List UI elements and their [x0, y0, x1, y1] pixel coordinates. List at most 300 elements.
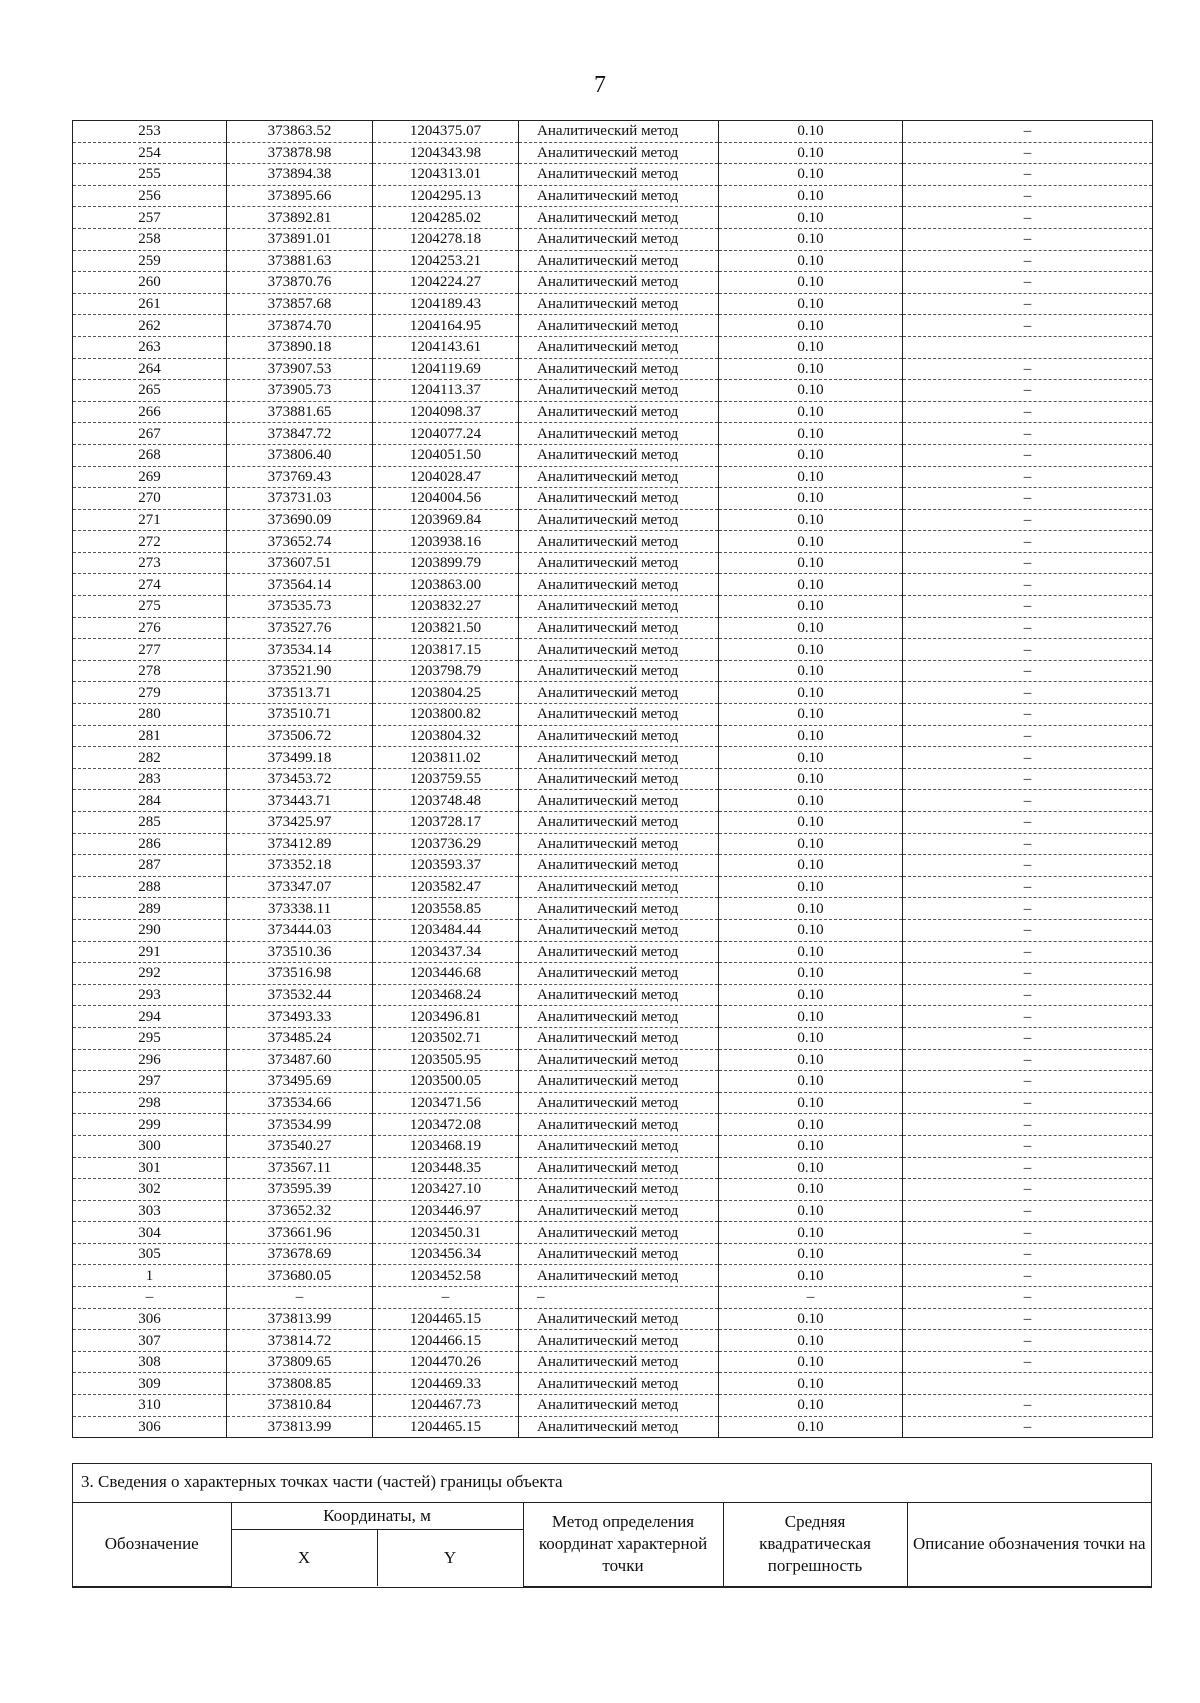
description-cell: – [903, 228, 1153, 250]
table-row [73, 855, 1153, 877]
coord-y-cell: 1203558.85 [373, 898, 519, 920]
description-cell: – [903, 919, 1153, 941]
method-cell: Аналитический метод [519, 725, 719, 747]
table-row [73, 1330, 1153, 1352]
coord-x-cell: 373863.52 [227, 121, 373, 143]
table-row [73, 1114, 1153, 1136]
table-row [73, 1049, 1153, 1071]
description-cell: – [903, 725, 1153, 747]
method-cell: Аналитический метод [519, 466, 719, 488]
coord-y-cell: 1204119.69 [373, 358, 519, 380]
section-title: 3. Сведения о характерных точках части (частей) границы объекта [73, 1464, 1151, 1503]
point-number-cell: 276 [73, 617, 227, 639]
description-cell: – [903, 682, 1153, 704]
coord-x-cell: 373857.68 [227, 293, 373, 315]
method-cell: Аналитический метод [519, 1157, 719, 1179]
error-cell: 0.10 [719, 639, 903, 661]
point-number-cell: 302 [73, 1179, 227, 1201]
method-cell: Аналитический метод [519, 423, 719, 445]
coord-y-cell: 1203736.29 [373, 833, 519, 855]
table-row [73, 531, 1153, 553]
coord-y-cell: 1203496.81 [373, 1006, 519, 1028]
description-cell: – [903, 747, 1153, 769]
method-cell: – [519, 1287, 719, 1309]
coord-x-cell: 373874.70 [227, 315, 373, 337]
table-row [73, 1200, 1153, 1222]
point-number-cell: 289 [73, 898, 227, 920]
point-number-cell: 261 [73, 293, 227, 315]
point-number-cell: 286 [73, 833, 227, 855]
coord-x-cell: 373534.66 [227, 1092, 373, 1114]
description-cell: – [903, 293, 1153, 315]
coord-y-cell: 1203798.79 [373, 660, 519, 682]
table-row [73, 682, 1153, 704]
point-number-cell: 255 [73, 164, 227, 186]
point-number-cell: 309 [73, 1373, 227, 1395]
point-number-cell: 273 [73, 552, 227, 574]
description-cell: – [903, 444, 1153, 466]
table-row [73, 617, 1153, 639]
method-cell: Аналитический метод [519, 1330, 719, 1352]
description-cell: – [903, 466, 1153, 488]
coord-y-cell: 1204465.15 [373, 1416, 519, 1438]
point-number-cell: 290 [73, 919, 227, 941]
points-table [72, 120, 1153, 1438]
error-cell: – [719, 1287, 903, 1309]
method-cell: Аналитический метод [519, 919, 719, 941]
method-cell: Аналитический метод [519, 250, 719, 272]
coord-x-cell: 373806.40 [227, 444, 373, 466]
error-cell: 0.10 [719, 552, 903, 574]
error-cell: 0.10 [719, 596, 903, 618]
error-cell: 0.10 [719, 833, 903, 855]
point-number-cell: 291 [73, 941, 227, 963]
point-number-cell: 303 [73, 1200, 227, 1222]
description-cell: – [903, 833, 1153, 855]
method-cell: Аналитический метод [519, 1373, 719, 1395]
error-cell: 0.10 [719, 488, 903, 510]
table-row [73, 1092, 1153, 1114]
table-row [73, 228, 1153, 250]
point-number-cell: 269 [73, 466, 227, 488]
description-cell: – [903, 790, 1153, 812]
coord-y-cell: 1203582.47 [373, 876, 519, 898]
method-cell: Аналитический метод [519, 1049, 719, 1071]
coord-y-cell: 1204051.50 [373, 444, 519, 466]
coord-x-cell: 373534.99 [227, 1114, 373, 1136]
description-cell: – [903, 509, 1153, 531]
coord-y-cell: 1203804.25 [373, 682, 519, 704]
coord-y-cell: 1204224.27 [373, 272, 519, 294]
method-cell: Аналитический метод [519, 1027, 719, 1049]
points-table-body [73, 121, 1153, 1438]
description-cell: – [903, 855, 1153, 877]
coord-y-cell: 1203446.97 [373, 1200, 519, 1222]
coord-x-cell: 373878.98 [227, 142, 373, 164]
coord-x-cell: 373652.74 [227, 531, 373, 553]
point-number-cell: 295 [73, 1027, 227, 1049]
description-cell: – [903, 250, 1153, 272]
coord-x-cell: 373564.14 [227, 574, 373, 596]
coord-x-cell: 373731.03 [227, 488, 373, 510]
table-row [73, 1265, 1153, 1287]
error-cell: 0.10 [719, 1006, 903, 1028]
error-cell: 0.10 [719, 1373, 903, 1395]
table-row [73, 812, 1153, 834]
point-number-cell: 308 [73, 1351, 227, 1373]
coord-y-cell: 1204004.56 [373, 488, 519, 510]
error-cell: 0.10 [719, 855, 903, 877]
point-number-cell: 281 [73, 725, 227, 747]
coord-x-cell: 373425.97 [227, 812, 373, 834]
table-row [73, 963, 1153, 985]
table-row [73, 1243, 1153, 1265]
point-number-cell: 274 [73, 574, 227, 596]
table-row [73, 293, 1153, 315]
point-number-cell: 299 [73, 1114, 227, 1136]
table-row [73, 574, 1153, 596]
error-cell: 0.10 [719, 1351, 903, 1373]
method-cell: Аналитический метод [519, 121, 719, 143]
description-cell: – [903, 272, 1153, 294]
coord-y-cell: 1203759.55 [373, 768, 519, 790]
table-row [73, 1157, 1153, 1179]
point-number-cell: 292 [73, 963, 227, 985]
description-cell: – [903, 660, 1153, 682]
coord-x-cell: 373607.51 [227, 552, 373, 574]
header-coordinates: Координаты, м [231, 1503, 523, 1530]
error-cell: 0.10 [719, 919, 903, 941]
description-cell: – [903, 768, 1153, 790]
point-number-cell: 259 [73, 250, 227, 272]
coord-y-cell: 1204164.95 [373, 315, 519, 337]
method-cell: Аналитический метод [519, 315, 719, 337]
method-cell: Аналитический метод [519, 876, 719, 898]
coord-y-cell: 1204469.33 [373, 1373, 519, 1395]
coord-y-cell: 1203804.32 [373, 725, 519, 747]
header-x: X [231, 1530, 377, 1587]
table-row [73, 250, 1153, 272]
coord-y-cell: 1204278.18 [373, 228, 519, 250]
description-cell: – [903, 1308, 1153, 1330]
table-row [73, 509, 1153, 531]
method-cell: Аналитический метод [519, 1308, 719, 1330]
coord-y-cell: 1204343.98 [373, 142, 519, 164]
error-cell: 0.10 [719, 401, 903, 423]
error-cell: 0.10 [719, 812, 903, 834]
table-row [73, 1135, 1153, 1157]
description-cell: – [903, 941, 1153, 963]
coord-y-cell: 1204189.43 [373, 293, 519, 315]
section-3-header-table [73, 1503, 1151, 1587]
coord-y-cell: 1203728.17 [373, 812, 519, 834]
error-cell: 0.10 [719, 941, 903, 963]
description-cell: – [903, 1222, 1153, 1244]
coord-y-cell: 1203437.34 [373, 941, 519, 963]
error-cell: 0.10 [719, 121, 903, 143]
coord-y-cell: 1204253.21 [373, 250, 519, 272]
table-row [73, 833, 1153, 855]
method-cell: Аналитический метод [519, 358, 719, 380]
point-number-cell: – [73, 1287, 227, 1309]
point-number-cell: 262 [73, 315, 227, 337]
table-row [73, 488, 1153, 510]
error-cell: 0.10 [719, 1135, 903, 1157]
coord-x-cell: 373532.44 [227, 984, 373, 1006]
method-cell: Аналитический метод [519, 164, 719, 186]
description-cell: – [903, 574, 1153, 596]
method-cell: Аналитический метод [519, 488, 719, 510]
coord-y-cell: 1204467.73 [373, 1395, 519, 1417]
coord-y-cell: 1203800.82 [373, 704, 519, 726]
error-cell: 0.10 [719, 1243, 903, 1265]
error-cell: 0.10 [719, 142, 903, 164]
coord-y-cell: 1203468.19 [373, 1135, 519, 1157]
method-cell: Аналитический метод [519, 207, 719, 229]
error-cell: 0.10 [719, 250, 903, 272]
method-cell: Аналитический метод [519, 639, 719, 661]
error-cell: 0.10 [719, 336, 903, 358]
header-error: Средняя квадратическая погрешность [723, 1503, 907, 1586]
coord-y-cell: 1204313.01 [373, 164, 519, 186]
error-cell: 0.10 [719, 509, 903, 531]
error-cell: 0.10 [719, 293, 903, 315]
coord-x-cell: 373808.85 [227, 1373, 373, 1395]
coord-y-cell: 1204098.37 [373, 401, 519, 423]
coord-y-cell: 1203468.24 [373, 984, 519, 1006]
description-cell: – [903, 401, 1153, 423]
method-cell: Аналитический метод [519, 963, 719, 985]
point-number-cell: 298 [73, 1092, 227, 1114]
method-cell: Аналитический метод [519, 444, 719, 466]
point-number-cell: 300 [73, 1135, 227, 1157]
table-row [73, 1006, 1153, 1028]
coord-x-cell: 373661.96 [227, 1222, 373, 1244]
method-cell: Аналитический метод [519, 682, 719, 704]
description-cell: – [903, 876, 1153, 898]
coord-x-cell: 373567.11 [227, 1157, 373, 1179]
coord-x-cell: 373495.69 [227, 1071, 373, 1093]
coord-x-cell: 373890.18 [227, 336, 373, 358]
coord-y-cell: 1203472.08 [373, 1114, 519, 1136]
table-row [73, 1179, 1153, 1201]
point-number-cell: 258 [73, 228, 227, 250]
point-number-cell: 265 [73, 380, 227, 402]
table-row [73, 552, 1153, 574]
coord-x-cell: 373813.99 [227, 1416, 373, 1438]
method-cell: Аналитический метод [519, 617, 719, 639]
method-cell: Аналитический метод [519, 812, 719, 834]
description-cell: – [903, 1265, 1153, 1287]
coord-x-cell: 373680.05 [227, 1265, 373, 1287]
point-number-cell: 288 [73, 876, 227, 898]
point-number-cell: 297 [73, 1071, 227, 1093]
point-number-cell: 254 [73, 142, 227, 164]
description-cell: – [903, 898, 1153, 920]
table-row [73, 984, 1153, 1006]
coord-y-cell: 1203863.00 [373, 574, 519, 596]
table-row [73, 185, 1153, 207]
coord-x-cell: 373810.84 [227, 1395, 373, 1417]
description-cell: – [903, 423, 1153, 445]
table-row [73, 725, 1153, 747]
method-cell: Аналитический метод [519, 1395, 719, 1417]
point-number-cell: 301 [73, 1157, 227, 1179]
method-cell: Аналитический метод [519, 228, 719, 250]
error-cell: 0.10 [719, 1308, 903, 1330]
point-number-cell: 266 [73, 401, 227, 423]
method-cell: Аналитический метод [519, 596, 719, 618]
method-cell: Аналитический метод [519, 747, 719, 769]
method-cell: Аналитический метод [519, 1351, 719, 1373]
coord-y-cell: 1204375.07 [373, 121, 519, 143]
point-number-cell: 279 [73, 682, 227, 704]
coord-y-cell: 1204143.61 [373, 336, 519, 358]
coord-x-cell: 373847.72 [227, 423, 373, 445]
coord-x-cell: 373769.43 [227, 466, 373, 488]
description-cell: – [903, 315, 1153, 337]
method-cell: Аналитический метод [519, 1416, 719, 1438]
error-cell: 0.10 [719, 1265, 903, 1287]
table-row [73, 423, 1153, 445]
table-row [73, 207, 1153, 229]
point-number-cell: 257 [73, 207, 227, 229]
description-cell: – [903, 1049, 1153, 1071]
point-number-cell: 306 [73, 1308, 227, 1330]
description-cell: – [903, 812, 1153, 834]
coord-y-cell: 1204466.15 [373, 1330, 519, 1352]
point-number-cell: 280 [73, 704, 227, 726]
error-cell: 0.10 [719, 876, 903, 898]
point-number-cell: 271 [73, 509, 227, 531]
table-row [73, 315, 1153, 337]
coord-y-cell: 1203456.34 [373, 1243, 519, 1265]
method-cell: Аналитический метод [519, 855, 719, 877]
point-number-cell: 293 [73, 984, 227, 1006]
coord-x-cell: 373493.33 [227, 1006, 373, 1028]
description-cell: – [903, 963, 1153, 985]
description-cell: – [903, 617, 1153, 639]
coord-x-cell: 373907.53 [227, 358, 373, 380]
coord-y-cell: 1203969.84 [373, 509, 519, 531]
method-cell: Аналитический метод [519, 185, 719, 207]
method-cell: Аналитический метод [519, 142, 719, 164]
coord-y-cell: 1203505.95 [373, 1049, 519, 1071]
table-row [73, 1287, 1153, 1309]
table-row [73, 941, 1153, 963]
coord-x-cell: 373870.76 [227, 272, 373, 294]
method-cell: Аналитический метод [519, 293, 719, 315]
coord-y-cell: 1204470.26 [373, 1351, 519, 1373]
point-number-cell: 307 [73, 1330, 227, 1352]
method-cell: Аналитический метод [519, 1135, 719, 1157]
section-3 [72, 1463, 1152, 1588]
description-cell: – [903, 1071, 1153, 1093]
description-cell: – [903, 1092, 1153, 1114]
error-cell: 0.10 [719, 358, 903, 380]
coord-x-cell: 373892.81 [227, 207, 373, 229]
coord-y-cell: 1203452.58 [373, 1265, 519, 1287]
description-cell: – [903, 1243, 1153, 1265]
coord-y-cell: 1203938.16 [373, 531, 519, 553]
point-number-cell: 294 [73, 1006, 227, 1028]
error-cell: 0.10 [719, 466, 903, 488]
coord-x-cell: 373595.39 [227, 1179, 373, 1201]
coord-x-cell: 373881.65 [227, 401, 373, 423]
table-row [73, 380, 1153, 402]
point-number-cell: 253 [73, 121, 227, 143]
table-row [73, 596, 1153, 618]
error-cell: 0.10 [719, 898, 903, 920]
description-cell: – [903, 596, 1153, 618]
coord-y-cell: 1203500.05 [373, 1071, 519, 1093]
description-cell: – [903, 1395, 1153, 1417]
coord-y-cell: 1203817.15 [373, 639, 519, 661]
error-cell: 0.10 [719, 1071, 903, 1093]
coord-y-cell: 1204295.13 [373, 185, 519, 207]
coord-y-cell: 1203832.27 [373, 596, 519, 618]
table-row [73, 401, 1153, 423]
table-row [73, 1071, 1153, 1093]
point-number-cell: 268 [73, 444, 227, 466]
coord-x-cell: 373814.72 [227, 1330, 373, 1352]
table-row [73, 336, 1153, 358]
table-row [73, 876, 1153, 898]
table-row [73, 1373, 1153, 1395]
point-number-cell: 275 [73, 596, 227, 618]
error-cell: 0.10 [719, 1222, 903, 1244]
method-cell: Аналитический метод [519, 768, 719, 790]
point-number-cell: 267 [73, 423, 227, 445]
description-cell: – [903, 164, 1153, 186]
point-number-cell: 256 [73, 185, 227, 207]
point-number-cell: 310 [73, 1395, 227, 1417]
coord-y-cell: – [373, 1287, 519, 1309]
coord-x-cell: 373540.27 [227, 1135, 373, 1157]
coord-x-cell: 373338.11 [227, 898, 373, 920]
method-cell: Аналитический метод [519, 380, 719, 402]
error-cell: 0.10 [719, 747, 903, 769]
description-cell: – [903, 1135, 1153, 1157]
table-row [73, 790, 1153, 812]
description-cell: – [903, 984, 1153, 1006]
coord-x-cell: 373881.63 [227, 250, 373, 272]
error-cell: 0.10 [719, 1179, 903, 1201]
method-cell: Аналитический метод [519, 1243, 719, 1265]
point-number-cell: 272 [73, 531, 227, 553]
table-row [73, 358, 1153, 380]
method-cell: Аналитический метод [519, 1071, 719, 1093]
coord-y-cell: 1203748.48 [373, 790, 519, 812]
coord-x-cell: 373487.60 [227, 1049, 373, 1071]
error-cell: 0.10 [719, 704, 903, 726]
point-number-cell: 1 [73, 1265, 227, 1287]
point-number-cell: 284 [73, 790, 227, 812]
coord-x-cell: – [227, 1287, 373, 1309]
method-cell: Аналитический метод [519, 1265, 719, 1287]
error-cell: 0.10 [719, 380, 903, 402]
coord-x-cell: 373690.09 [227, 509, 373, 531]
coord-x-cell: 373905.73 [227, 380, 373, 402]
coord-x-cell: 373412.89 [227, 833, 373, 855]
description-cell: – [903, 1157, 1153, 1179]
description-cell: – [903, 1179, 1153, 1201]
description-cell: – [903, 1006, 1153, 1028]
coord-y-cell: 1203446.68 [373, 963, 519, 985]
table-row [73, 919, 1153, 941]
error-cell: 0.10 [719, 617, 903, 639]
method-cell: Аналитический метод [519, 1179, 719, 1201]
